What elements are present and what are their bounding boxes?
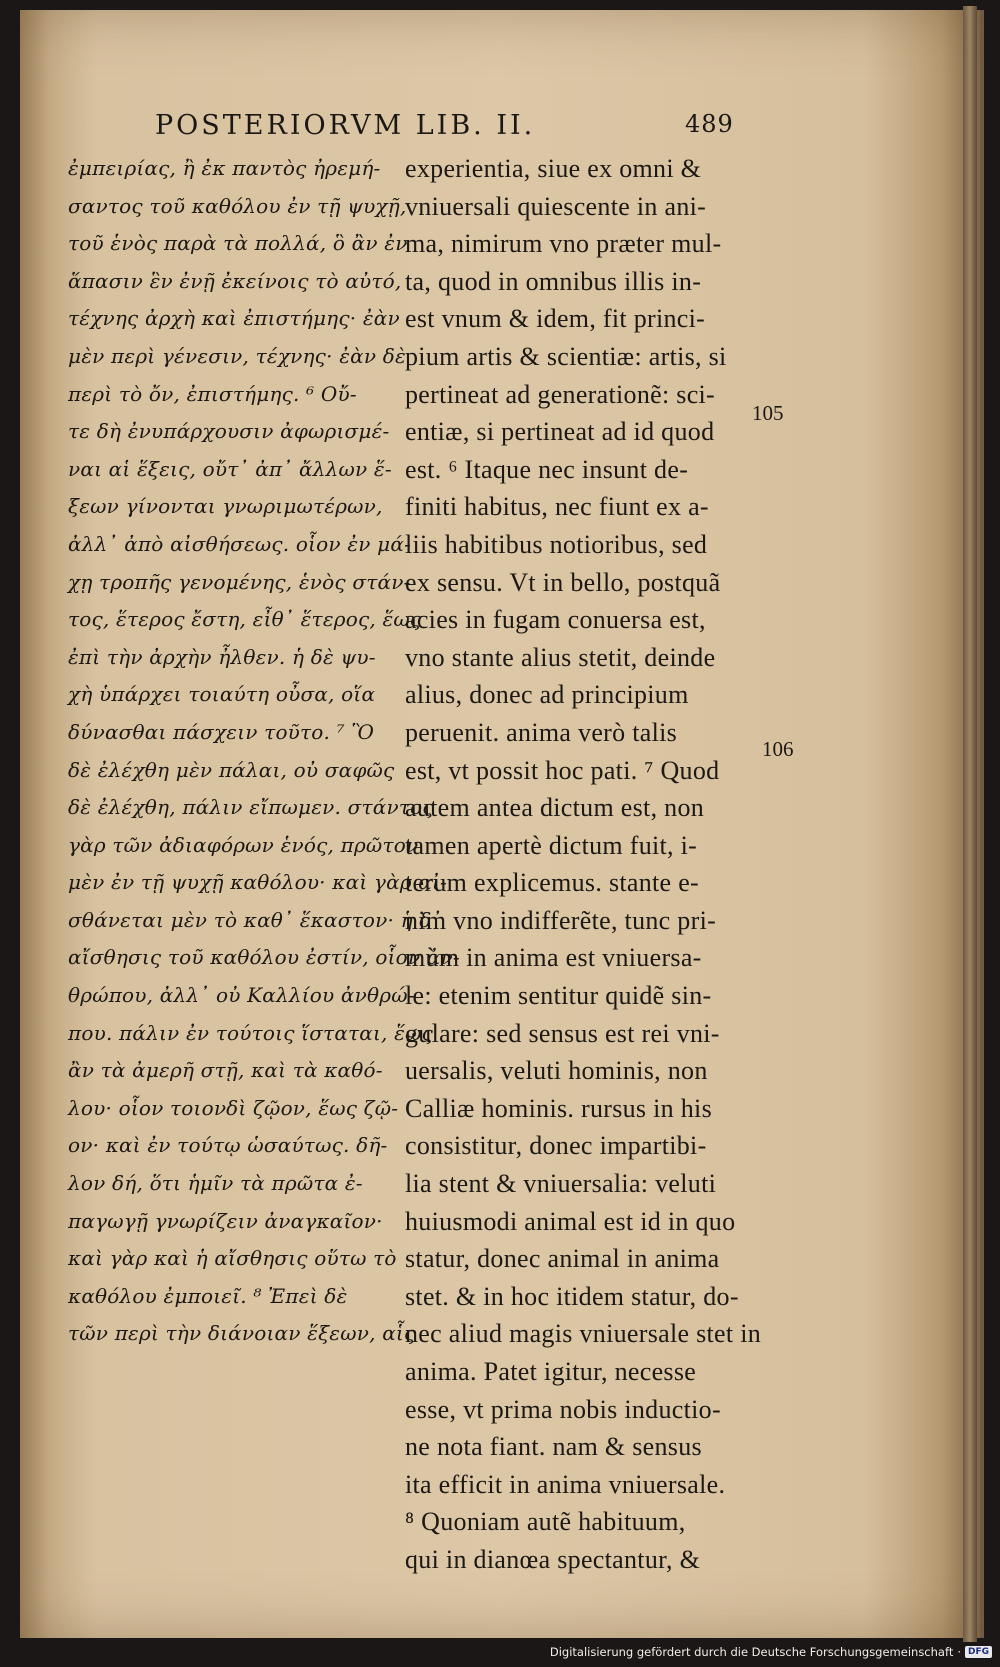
latin-text-line: est vnum & idem, fit princi- xyxy=(405,304,706,334)
greek-text-line: περὶ τὸ ὄν, ἐπιστήμης. ⁶ Οὔ- xyxy=(68,381,357,406)
greek-text-line: ναι αἱ ἕξεις, οὔτ᾽ ἀπ᾽ ἄλλων ἕ- xyxy=(68,456,392,481)
latin-text-line: acies in fugam conuersa est, xyxy=(405,605,706,635)
greek-text-line: καθόλου ἐμποιεῖ. ⁸ Ἐπεὶ δὲ xyxy=(68,1283,348,1308)
greek-text-line: δὲ ἐλέχθη μὲν πάλαι, οὐ σαφῶς xyxy=(68,757,395,782)
latin-text-line: stet. & in hoc itidem statur, do- xyxy=(405,1281,739,1311)
latin-text-line: huiusmodi animal est id in quo xyxy=(405,1206,736,1236)
latin-text-line: terum explicemus. stante e- xyxy=(405,868,699,898)
latin-text-line: est. ⁶ Itaque nec insunt de- xyxy=(405,454,689,484)
latin-text-line: ne nota fiant. nam & sensus xyxy=(405,1432,702,1462)
greek-text-line: χὴ ὑπάρχει τοιαύτη οὖσα, οἵα xyxy=(68,682,376,707)
footer-text: Digitalisierung gefördert durch die Deutsche Forschungsgemeinschaft xyxy=(549,1645,954,1659)
digitization-footer: Digitalisierung gefördert durch die Deutsche Forschungsgemeinschaft · DFG xyxy=(550,1643,992,1661)
greek-text-line: χῃ τροπῆς γενομένης, ἑνὸς στάν- xyxy=(68,569,411,594)
latin-text-line: pium artis & scientiæ: artis, si xyxy=(405,341,727,371)
greek-text-line: ἀλλ᾽ ἀπὸ αἰσθήσεως. οἷον ἐν μά- xyxy=(68,531,412,556)
greek-text-line: ἂν τὰ ἀμερῆ στῇ, καὶ τὰ καθό- xyxy=(68,1058,383,1083)
latin-text-line: est, vt possit hoc pati. ⁷ Quod xyxy=(405,755,720,785)
greek-text-line: αἴσθησις τοῦ καθόλου ἐστίν, οἷον ἀν- xyxy=(68,945,460,970)
greek-text-line: τοῦ ἑνὸς παρὰ τὰ πολλά, ὃ ἂν ἐν xyxy=(68,231,408,256)
greek-text-line: τε δὴ ἐνυπάρχουσιν ἀφωρισμέ- xyxy=(68,419,390,444)
greek-text-line: θρώπου, ἀλλ᾽ οὐ Καλλίου ἀνθρώ- xyxy=(68,983,415,1008)
latin-text-line: consistitur, donec impartibi- xyxy=(405,1131,707,1161)
latin-text-line: esse, vt prima nobis inductio- xyxy=(405,1394,721,1424)
greek-text-line: λον δή, ὅτι ἡμῖν τὰ πρῶτα ἐ- xyxy=(68,1171,363,1196)
greek-text-line: γὰρ τῶν ἀδιαφόρων ἑνός, πρῶτον xyxy=(68,832,419,857)
greek-text-line: μὲν ἐν τῇ ψυχῇ καθόλου· καὶ γὰρ αἰ- xyxy=(68,870,447,895)
latin-text-line: ⁸ Quoniam autẽ habituum, xyxy=(405,1507,686,1537)
latin-text-line: lia stent & vniuersalia: veluti xyxy=(405,1169,717,1199)
page-number: 489 xyxy=(685,110,734,138)
latin-text-line: mùm in anima est vniuersa- xyxy=(405,943,702,973)
margin-number: 105 xyxy=(752,401,784,425)
latin-text-line: entiæ, si pertineat ad id quod xyxy=(405,417,715,447)
greek-text-line: σαντος τοῦ καθόλου ἐν τῇ ψυχῇ, xyxy=(68,193,407,218)
greek-text-line: ξεων γίνονται γνωριμωτέρων, xyxy=(68,494,383,519)
greek-text-line: ἐπὶ τὴν ἀρχὴν ἦλθεν. ἡ δὲ ψυ- xyxy=(68,644,376,669)
greek-text-line: λου· οἷον τοιονδὶ ζῷον, ἕως ζῷ- xyxy=(68,1095,399,1120)
greek-text-line: ἐμπειρίας, ἢ ἐκ παντὸς ἠρεμή- xyxy=(68,156,381,180)
dfg-logo-icon: DFG xyxy=(965,1646,992,1658)
latin-text-line: nec aliud magis vniuersale stet in xyxy=(405,1319,762,1349)
latin-text-line: ex sensu. Vt in bello, postquã xyxy=(405,567,721,597)
latin-text-line: nim vno indifferẽte, tunc pri- xyxy=(405,905,717,935)
latin-text-line: alius, donec ad principium xyxy=(405,680,689,710)
latin-text-line: vniuersali quiescente in ani- xyxy=(405,191,707,221)
greek-text-line: ἅπασιν ἓν ἐνῇ ἐκείνοις τὸ αὐτό, xyxy=(68,268,402,293)
latin-text-line: statur, donec animal in anima xyxy=(405,1244,720,1274)
latin-text-line: pertineat ad generationẽ: sci- xyxy=(405,379,716,409)
margin-number: 106 xyxy=(762,737,794,761)
latin-text-line: peruenit. anima verò talis xyxy=(405,717,678,747)
greek-text-line: δὲ ἐλέχθη, πάλιν εἴπωμεν. στάντος xyxy=(68,795,434,820)
page-edge xyxy=(963,6,977,1642)
latin-text-line: gulare: sed sensus est rei vni- xyxy=(405,1018,720,1048)
latin-text-line: autem antea dictum est, non xyxy=(405,793,705,823)
greek-text-line: τος, ἕτερος ἔστη, εἶθ᾽ ἕτερος, ἕως xyxy=(68,607,422,632)
latin-text-column xyxy=(405,150,765,1579)
latin-text-line: ma, nimirum vno præter mul- xyxy=(405,229,722,259)
latin-text-line: qui in dianœa spectantur, & xyxy=(405,1544,701,1574)
greek-text-line: σθάνεται μὲν τὸ καθ᾽ ἕκαστον· ἡ δ᾽ xyxy=(68,907,442,932)
latin-text-line: vno stante alius stetit, deinde xyxy=(405,642,716,672)
latin-text-line: ita efficit in anima vniuersale. xyxy=(405,1469,726,1499)
greek-text-line: μὲν περὶ γένεσιν, τέχνης· ἐὰν δὲ xyxy=(68,343,406,368)
latin-text-line: Calliæ hominis. rursus in his xyxy=(405,1093,713,1123)
latin-text-line: le: etenim sentitur quidẽ sin- xyxy=(405,981,712,1011)
latin-text-line: liis habitibus notioribus, sed xyxy=(405,529,708,559)
latin-text-line: finiti habitus, nec fiunt ex a- xyxy=(405,492,709,522)
latin-text-line: ta, quod in omnibus illis in- xyxy=(405,266,702,296)
greek-text-line: ον· καὶ ἐν τούτῳ ὡσαύτως. δῆ- xyxy=(68,1133,388,1158)
greek-text-line: που. πάλιν ἐν τούτοις ἵσταται, ἕως xyxy=(68,1020,433,1045)
greek-text-line: παγωγῇ γνωρίζειν ἀναγκαῖον· xyxy=(68,1208,383,1233)
greek-text-column xyxy=(68,150,460,1353)
greek-text-line: τέχνης ἀρχὴ καὶ ἐπιστήμης· ἐὰν xyxy=(68,306,400,331)
latin-text-line: anima. Patet igitur, necesse xyxy=(405,1357,697,1386)
latin-text-line: uersalis, veluti hominis, non xyxy=(405,1056,708,1086)
greek-text-line: καὶ γὰρ καὶ ἡ αἴσθησις οὕτω τὸ xyxy=(68,1246,397,1271)
greek-text-line: δύνασθαι πάσχειν τοῦτο. ⁷ Ὃ xyxy=(68,719,375,744)
header-title: POSTERIORVM LIB. II. xyxy=(155,110,536,141)
latin-text-line: tamen apertè dictum fuit, i- xyxy=(405,830,698,860)
latin-text-line: experientia, siue ex omni & xyxy=(405,154,702,183)
greek-text-line: τῶν περὶ τὴν διάνοιαν ἕξεων, αἷς xyxy=(68,1321,416,1346)
